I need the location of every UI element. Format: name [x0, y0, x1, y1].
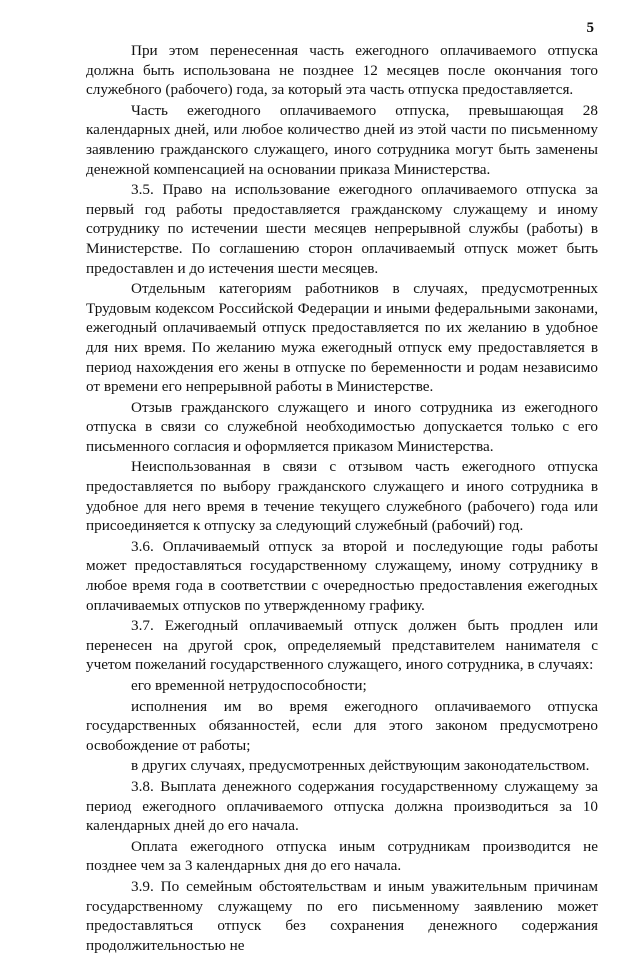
paragraph-3-7: 3.7. Ежегодный оплачиваемый отпуск должен быть продлен или перенесен на другой срок, определяемый представителем нанимателя с учетом пожеланий государственного служащего, иного сотрудника, в случаях: — [86, 617, 598, 674]
paragraph-3-5: 3.5. Право на использование ежегодного оплачиваемого отпуска за первый год работы предоставляется гражданскому служащему и иному сотруднику по истечении шести месяцев непрерывной службы (работы) в Министерстве. По соглашению сторон оплачиваемый отпуск может быть предоставлен и до истечения шести месяцев. — [86, 181, 598, 277]
paragraph-3-6: 3.6. Оплачиваемый отпуск за второй и последующие годы работы может предоставляться государственному служащему, иному сотруднику в любое время года в соответствии с очередностью предоставления ежегодных оплачиваемых отпусков по утвержденному графику. — [86, 537, 598, 614]
paragraph-unused-part: Неиспользованная в связи с отзывом часть ежегодного отпуска предоставляется по выбору гражданского служащего и иного сотрудника в удобное для него время в течение текущего служебного (рабочего) года или присоединяется к отпуску за следующий служебный (рабочий) год. — [86, 458, 598, 535]
list-item-other-cases: в других случаях, предусмотренных действующим законодательством. — [131, 757, 590, 775]
paragraph-3-9: 3.9. По семейным обстоятельствам и иным уважительным причинам государственному служащему по его письменному заявлению может предоставляться отпуск без сохранения денежного содержания продолжительностью не — [86, 877, 598, 954]
paragraph-recall: Отзыв гражданского служащего и иного сотрудника из ежегодного отпуска в связи со служебной необходимостью допускается только с его письменного согласия и оформляется приказом Министерства. — [86, 398, 598, 455]
document-body — [86, 41, 598, 956]
paragraph-special-categories: Отдельным категориям работников в случаях, предусмотренных Трудовым кодексом Российской Федерации и иными федеральными законами, ежегодный оплачиваемый отпуск предоставляется по их желанию в удобное для них время. По желанию мужа ежегодный отпуск ему предоставляется в период нахождения его жены в отпуске по беременности и родам независимо от времени его непрерывной работы в Министерстве. — [86, 280, 598, 396]
list-item-state-duties: исполнения им во время ежегодного оплачиваемого отпуска государственных обязанностей, если для этого законом предусмотрено освобождение от работы; — [86, 697, 598, 754]
paragraph-compensation: Часть ежегодного оплачиваемого отпуска, превышающая 28 календарных дней, или любое количество дней из этой части по письменному заявлению гражданского служащего, иного сотрудника могут быть заменены денежной компенсацией на основании приказа Министерства. — [86, 101, 598, 178]
paragraph-3-8: 3.8. Выплата денежного содержания государственному служащему за период ежегодного оплачиваемого отпуска должна производиться за 10 календарных дней до его начала. — [86, 777, 598, 835]
paragraph-carryover-deadline: При этом перенесенная часть ежегодного оплачиваемого отпуска должна быть использована не позднее 12 месяцев после окончания того служебного (рабочего) года, за который эта часть отпуска предоставляется. — [86, 42, 598, 99]
list-item-disability: его временной нетрудоспособности; — [131, 677, 367, 694]
page-number: 5 — [586, 20, 594, 36]
paragraph-payment-others: Оплата ежегодного отпуска иным сотрудникам производится не позднее чем за 3 календарных дня до его начала. — [86, 837, 598, 875]
